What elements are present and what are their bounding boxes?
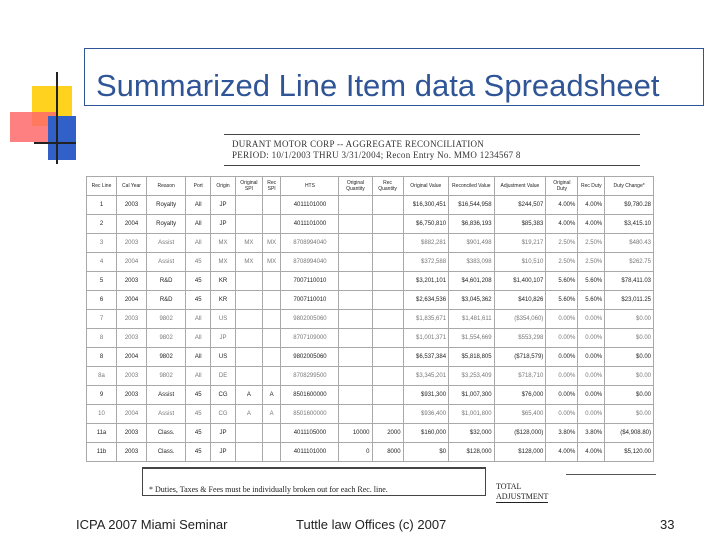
table-cell: $1,400,107 xyxy=(494,272,546,291)
footer-event: ICPA 2007 Miami Seminar xyxy=(76,517,228,532)
table-cell: 0.00% xyxy=(546,367,578,386)
table-cell: 7 xyxy=(87,310,117,329)
table-cell: R&D xyxy=(147,291,186,310)
column-header: Reason xyxy=(147,177,186,196)
table-cell: 3.80% xyxy=(546,424,578,443)
table-cell: 4011101000 xyxy=(281,196,339,215)
table-cell: $128,000 xyxy=(449,443,495,462)
table-cell: Class. xyxy=(147,443,186,462)
table-cell: DE xyxy=(211,367,236,386)
table-cell xyxy=(262,272,281,291)
table-cell: 8 xyxy=(87,348,117,367)
table-row xyxy=(87,253,654,272)
table-cell: 8501600000 xyxy=(281,386,339,405)
report-header xyxy=(224,134,640,166)
table-cell: A xyxy=(262,386,281,405)
table-cell: 5 xyxy=(87,272,117,291)
table-cell: 8 xyxy=(87,329,117,348)
table-cell: 2003 xyxy=(117,424,147,443)
table-cell: 0.00% xyxy=(578,386,605,405)
table-row xyxy=(87,310,654,329)
table-cell: 2003 xyxy=(117,234,147,253)
table-cell xyxy=(339,367,372,386)
table-cell xyxy=(262,424,281,443)
column-header: HTS xyxy=(281,177,339,196)
table-cell xyxy=(372,348,403,367)
decor-vertical-line xyxy=(56,72,58,164)
table-cell: 4.00% xyxy=(578,196,605,215)
page-number: 33 xyxy=(660,517,675,532)
table-cell: $0.00 xyxy=(605,405,654,424)
table-cell: $3,345,201 xyxy=(403,367,449,386)
table-cell: $1,835,671 xyxy=(403,310,449,329)
table-cell: A xyxy=(235,386,262,405)
table-cell xyxy=(339,253,372,272)
column-header: Original Value xyxy=(403,177,449,196)
table-cell: $10,510 xyxy=(494,253,546,272)
table-cell: CG xyxy=(211,405,236,424)
table-cell: KR xyxy=(211,291,236,310)
table-cell xyxy=(372,329,403,348)
table-cell: JP xyxy=(211,329,236,348)
table-cell: $19,217 xyxy=(494,234,546,253)
table-cell xyxy=(339,310,372,329)
table-cell: Royalty xyxy=(147,196,186,215)
table-cell: 4.00% xyxy=(546,215,578,234)
table-cell: 5.60% xyxy=(546,291,578,310)
table-cell: $0.00 xyxy=(605,348,654,367)
table-cell: All xyxy=(186,215,211,234)
table-cell: $128,000 xyxy=(494,443,546,462)
table-cell: All xyxy=(186,367,211,386)
table-cell: $0.00 xyxy=(605,386,654,405)
table-cell: All xyxy=(186,348,211,367)
table-cell: 9802005060 xyxy=(281,310,339,329)
column-header: Rec Quantity xyxy=(372,177,403,196)
table-cell: 3.80% xyxy=(578,424,605,443)
table-cell: $5,120.00 xyxy=(605,443,654,462)
table-cell xyxy=(235,215,262,234)
column-header: Original Duty xyxy=(546,177,578,196)
footnote-text: * Duties, Taxes & Fees must be individually broken out for each Rec. line. xyxy=(149,485,388,494)
table-cell: 9802 xyxy=(147,367,186,386)
table-cell xyxy=(235,367,262,386)
table-cell: Assist xyxy=(147,386,186,405)
table-cell xyxy=(372,215,403,234)
table-cell: US xyxy=(211,348,236,367)
table-cell: 5.60% xyxy=(578,272,605,291)
table-cell: 1 xyxy=(87,196,117,215)
table-cell: $901,498 xyxy=(449,234,495,253)
table-cell: 9 xyxy=(87,386,117,405)
table-cell: $1,554,669 xyxy=(449,329,495,348)
table-cell xyxy=(235,272,262,291)
table-cell: 0.00% xyxy=(546,405,578,424)
table-cell: MX xyxy=(211,234,236,253)
total-label: TOTAL xyxy=(496,482,522,491)
table-cell: 2003 xyxy=(117,386,147,405)
adjustment-label: ADJUSTMENT xyxy=(496,492,549,501)
table-cell: 2003 xyxy=(117,329,147,348)
column-header: Original SPI xyxy=(235,177,262,196)
table-cell: 8501600000 xyxy=(281,405,339,424)
table-cell: 8708299500 xyxy=(281,367,339,386)
table-row xyxy=(87,386,654,405)
column-header: Adjustment Value xyxy=(494,177,546,196)
table-cell: $372,588 xyxy=(403,253,449,272)
table-cell: 2.50% xyxy=(578,253,605,272)
table-cell: $718,710 xyxy=(494,367,546,386)
table-cell xyxy=(372,367,403,386)
total-adjustment-label xyxy=(496,482,548,503)
report-company-line: DURANT MOTOR CORP -- AGGREGATE RECONCILIATION xyxy=(232,139,485,149)
column-header: Rec Line xyxy=(87,177,117,196)
table-cell: $262.75 xyxy=(605,253,654,272)
table-row xyxy=(87,329,654,348)
column-header: Original Quantity xyxy=(339,177,372,196)
table-cell: Royalty xyxy=(147,215,186,234)
table-cell: $3,201,101 xyxy=(403,272,449,291)
table-cell: 45 xyxy=(186,291,211,310)
table-cell: Assist xyxy=(147,405,186,424)
table-cell: MX xyxy=(262,234,281,253)
table-cell: ($4,908.80) xyxy=(605,424,654,443)
decor-blue-square xyxy=(48,116,76,160)
table-cell: 2003 xyxy=(117,367,147,386)
table-cell: 4011101000 xyxy=(281,443,339,462)
table-cell: 45 xyxy=(186,272,211,291)
table-cell: All xyxy=(186,329,211,348)
table-cell: JP xyxy=(211,443,236,462)
table-cell: $23,011.25 xyxy=(605,291,654,310)
table-cell: $931,300 xyxy=(403,386,449,405)
table-cell: $6,836,193 xyxy=(449,215,495,234)
table-cell: 5.60% xyxy=(546,272,578,291)
table-cell: 2003 xyxy=(117,196,147,215)
table-row xyxy=(87,443,654,462)
table-cell: JP xyxy=(211,424,236,443)
table-cell: 0.00% xyxy=(578,348,605,367)
table-cell: $78,411.03 xyxy=(605,272,654,291)
table-cell: $4,601,208 xyxy=(449,272,495,291)
table-cell: 0.00% xyxy=(578,405,605,424)
table-cell: 11b xyxy=(87,443,117,462)
table-cell: All xyxy=(186,234,211,253)
table-cell xyxy=(339,291,372,310)
table-cell: All xyxy=(186,310,211,329)
table-cell: 2003 xyxy=(117,272,147,291)
column-header: Reconciled Value xyxy=(449,177,495,196)
table-cell: 9802 xyxy=(147,348,186,367)
table-row xyxy=(87,367,654,386)
table-cell: $6,750,810 xyxy=(403,215,449,234)
table-cell xyxy=(339,329,372,348)
table-cell: 2003 xyxy=(117,443,147,462)
table-cell: $9,780.28 xyxy=(605,196,654,215)
table-cell xyxy=(235,329,262,348)
table-cell: $1,001,800 xyxy=(449,405,495,424)
column-header: Rec Duty xyxy=(578,177,605,196)
table-cell xyxy=(262,348,281,367)
table-cell: $383,098 xyxy=(449,253,495,272)
table-cell: $2,634,536 xyxy=(403,291,449,310)
table-cell xyxy=(372,310,403,329)
footer-copyright: Tuttle law Offices (c) 2007 xyxy=(296,517,447,532)
table-cell xyxy=(339,386,372,405)
table-cell: $0 xyxy=(403,443,449,462)
table-cell: $936,400 xyxy=(403,405,449,424)
table-cell: 8000 xyxy=(372,443,403,462)
table-cell: 7007110010 xyxy=(281,272,339,291)
table-cell: 2.50% xyxy=(546,234,578,253)
table-cell xyxy=(339,348,372,367)
table-cell: $3,253,409 xyxy=(449,367,495,386)
table-cell xyxy=(372,234,403,253)
column-header: Cal Year xyxy=(117,177,147,196)
table-cell: Assist xyxy=(147,253,186,272)
table-cell xyxy=(372,405,403,424)
table-cell: 7007110010 xyxy=(281,291,339,310)
table-cell xyxy=(262,310,281,329)
table-row xyxy=(87,215,654,234)
total-rule xyxy=(566,474,656,499)
table-cell xyxy=(339,405,372,424)
table-cell: 2004 xyxy=(117,348,147,367)
table-cell xyxy=(372,272,403,291)
table-cell: 4.00% xyxy=(546,443,578,462)
table-cell: 2004 xyxy=(117,291,147,310)
footnote-box xyxy=(142,467,486,496)
table-cell: $0.00 xyxy=(605,367,654,386)
table-cell: JP xyxy=(211,215,236,234)
table-cell xyxy=(262,291,281,310)
table-cell: $1,481,611 xyxy=(449,310,495,329)
table-cell: $76,000 xyxy=(494,386,546,405)
table-cell: ($718,579) xyxy=(494,348,546,367)
table-header-row xyxy=(87,177,654,196)
table-cell: MX xyxy=(262,253,281,272)
table-row xyxy=(87,405,654,424)
table-cell xyxy=(235,291,262,310)
table-cell: $410,826 xyxy=(494,291,546,310)
table-cell xyxy=(262,329,281,348)
table-cell: $244,507 xyxy=(494,196,546,215)
table-cell: $16,544,958 xyxy=(449,196,495,215)
table-cell: R&D xyxy=(147,272,186,291)
table-cell: 4.00% xyxy=(578,215,605,234)
table-cell: $1,007,300 xyxy=(449,386,495,405)
table-cell xyxy=(339,215,372,234)
table-cell: 45 xyxy=(186,386,211,405)
table-cell xyxy=(372,196,403,215)
table-row xyxy=(87,424,654,443)
table-cell: 45 xyxy=(186,424,211,443)
column-header: Duty Change* xyxy=(605,177,654,196)
table-cell: 5.60% xyxy=(578,291,605,310)
table-cell: $882,281 xyxy=(403,234,449,253)
table-cell: 4011105000 xyxy=(281,424,339,443)
table-cell: 8708994040 xyxy=(281,234,339,253)
table-cell: CG xyxy=(211,386,236,405)
table-cell: 0.00% xyxy=(546,329,578,348)
table-cell: $6,537,384 xyxy=(403,348,449,367)
table-cell: 10 xyxy=(87,405,117,424)
table-cell xyxy=(339,272,372,291)
table-cell: Class. xyxy=(147,424,186,443)
table-cell: 9802 xyxy=(147,329,186,348)
table-cell: 4.00% xyxy=(578,443,605,462)
table-cell: 11a xyxy=(87,424,117,443)
table-cell xyxy=(262,196,281,215)
table-cell: 10000 xyxy=(339,424,372,443)
column-header: Port xyxy=(186,177,211,196)
table-cell: 0.00% xyxy=(578,310,605,329)
table-cell: MX xyxy=(235,253,262,272)
table-cell: 2004 xyxy=(117,253,147,272)
table-cell xyxy=(372,253,403,272)
table-cell: 9802005060 xyxy=(281,348,339,367)
table-cell: $0.00 xyxy=(605,329,654,348)
table-cell: All xyxy=(186,196,211,215)
table-cell: $553,298 xyxy=(494,329,546,348)
table-cell: 2004 xyxy=(117,405,147,424)
table-cell: 4011101000 xyxy=(281,215,339,234)
table-cell: 2.50% xyxy=(546,253,578,272)
table-cell: ($354,060) xyxy=(494,310,546,329)
table-row xyxy=(87,272,654,291)
table-cell: 45 xyxy=(186,405,211,424)
table-cell: A xyxy=(235,405,262,424)
table-cell xyxy=(339,196,372,215)
table-cell: 3 xyxy=(87,234,117,253)
table-cell: ($128,000) xyxy=(494,424,546,443)
table-cell xyxy=(372,386,403,405)
table-cell xyxy=(235,196,262,215)
table-row xyxy=(87,348,654,367)
table-cell: 2000 xyxy=(372,424,403,443)
table-cell: US xyxy=(211,310,236,329)
table-cell xyxy=(235,443,262,462)
table-cell: 2004 xyxy=(117,215,147,234)
table-cell: $0.00 xyxy=(605,310,654,329)
table-cell xyxy=(235,348,262,367)
table-cell: 9802 xyxy=(147,310,186,329)
table-cell: KR xyxy=(211,272,236,291)
table-cell: 2.50% xyxy=(578,234,605,253)
table-cell: 4 xyxy=(87,253,117,272)
table-cell: $65,400 xyxy=(494,405,546,424)
table-cell: A xyxy=(262,405,281,424)
reconciliation-table xyxy=(86,176,654,462)
table-cell: $85,383 xyxy=(494,215,546,234)
column-header: Origin xyxy=(211,177,236,196)
table-cell: 0.00% xyxy=(546,386,578,405)
table-cell xyxy=(372,291,403,310)
table-cell: $3,415.10 xyxy=(605,215,654,234)
table-cell: 0.00% xyxy=(578,329,605,348)
table-row xyxy=(87,234,654,253)
table-row xyxy=(87,291,654,310)
table-cell: $1,001,371 xyxy=(403,329,449,348)
slide-title: Summarized Line Item data Spreadsheet xyxy=(96,68,660,103)
table-cell: 6 xyxy=(87,291,117,310)
report-period-line: PERIOD: 10/1/2003 THRU 3/31/2004; Recon Entry No. MMO 1234567 8 xyxy=(232,150,521,160)
table-cell: JP xyxy=(211,196,236,215)
table-cell: Assist xyxy=(147,234,186,253)
table-cell: $160,000 xyxy=(403,424,449,443)
table-cell: 45 xyxy=(186,443,211,462)
table-cell xyxy=(339,234,372,253)
table-cell: 0 xyxy=(339,443,372,462)
table-row xyxy=(87,196,654,215)
table-cell xyxy=(262,367,281,386)
table-cell: MX xyxy=(211,253,236,272)
decor-horizontal-line xyxy=(34,142,76,144)
table-cell: $32,000 xyxy=(449,424,495,443)
table-cell xyxy=(235,310,262,329)
table-cell: MX xyxy=(235,234,262,253)
column-header: Rec SPI xyxy=(262,177,281,196)
table-cell xyxy=(262,215,281,234)
table-cell: $480.43 xyxy=(605,234,654,253)
table-cell: $5,818,805 xyxy=(449,348,495,367)
table-cell: 8a xyxy=(87,367,117,386)
table-cell: $16,300,451 xyxy=(403,196,449,215)
table-cell: 0.00% xyxy=(578,367,605,386)
table-cell: 0.00% xyxy=(546,348,578,367)
table-cell: 8708994040 xyxy=(281,253,339,272)
table-cell: 2 xyxy=(87,215,117,234)
table-cell: 2003 xyxy=(117,310,147,329)
table-cell: 8707109000 xyxy=(281,329,339,348)
table-cell: 0.00% xyxy=(546,310,578,329)
table-cell: 4.00% xyxy=(546,196,578,215)
table-cell xyxy=(262,443,281,462)
table-cell: 45 xyxy=(186,253,211,272)
table-cell: $3,045,362 xyxy=(449,291,495,310)
table-cell xyxy=(235,424,262,443)
